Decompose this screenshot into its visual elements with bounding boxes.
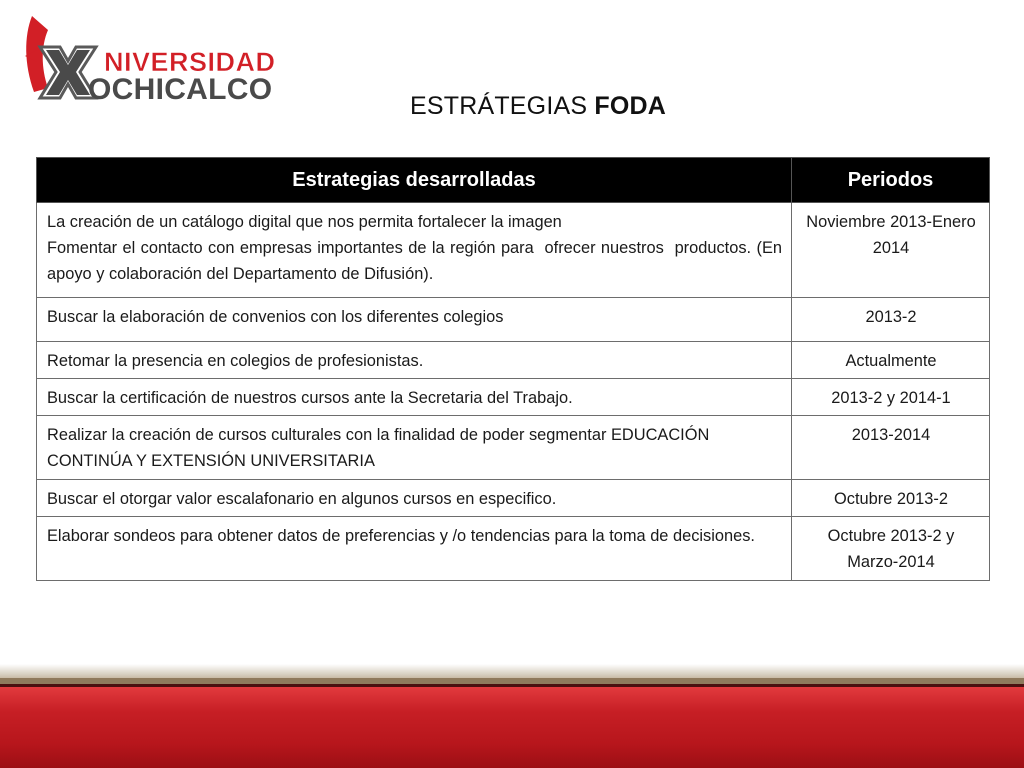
header-periods: Periodos <box>792 158 990 203</box>
footer-band <box>0 664 1024 768</box>
university-logo <box>22 14 287 104</box>
table-row <box>37 480 990 517</box>
period-cell: Noviembre 2013-Enero 2014 <box>792 203 990 298</box>
period-cell: 2013-2 y 2014-1 <box>792 379 990 416</box>
table-row <box>37 379 990 416</box>
strategy-cell: La creación de un catálogo digital que nos permita fortalecer la imagen Fomentar el contacto con empresas importantes de la región para ofrecer nuestros productos. (En apoyo y colaboración del Departamento de Difusión). <box>37 203 792 298</box>
table-row <box>37 416 990 480</box>
period-cell: 2013-2 <box>792 298 990 342</box>
footer-red-band <box>0 687 1024 768</box>
table-row <box>37 517 990 581</box>
strategies-table <box>36 157 990 581</box>
table-header-row <box>37 158 990 203</box>
slide-title-main: ESTRÁTEGIAS <box>409 92 595 120</box>
table-row <box>37 342 990 379</box>
slide-title-emphasis: FODA <box>594 92 667 120</box>
logo-text-xochicalco: OCHICALCO <box>88 73 273 104</box>
logo-text-universidad: NIVERSIDAD <box>104 47 276 77</box>
strategy-cell: Buscar la elaboración de convenios con los diferentes colegios <box>37 298 792 342</box>
strategy-cell: Buscar el otorgar valor escalafonario en algunos cursos en especifico. <box>37 480 792 517</box>
header-strategies: Estrategias desarrolladas <box>37 158 792 203</box>
strategy-cell: Retomar la presencia en colegios de profesionistas. <box>37 342 792 379</box>
logo-graphic <box>22 14 287 104</box>
period-cell: Actualmente <box>792 342 990 379</box>
strategy-cell: Buscar la certificación de nuestros cursos ante la Secretaria del Trabajo. <box>37 379 792 416</box>
period-cell: Octubre 2013-2 <box>792 480 990 517</box>
strategy-cell: Realizar la creación de cursos culturales con la finalidad de poder segmentar EDUCACIÓN CONTINÚA Y EXTENSIÓN UNIVERSITARIA <box>37 416 792 480</box>
table-row <box>37 298 990 342</box>
period-cell: Octubre 2013-2 y Marzo-2014 <box>792 517 990 581</box>
period-cell: 2013-2014 <box>792 416 990 480</box>
strategy-cell: Elaborar sondeos para obtener datos de preferencias y /o tendencias para la toma de decisiones. <box>37 517 792 581</box>
slide-title <box>0 92 1024 121</box>
table-row <box>37 203 990 298</box>
